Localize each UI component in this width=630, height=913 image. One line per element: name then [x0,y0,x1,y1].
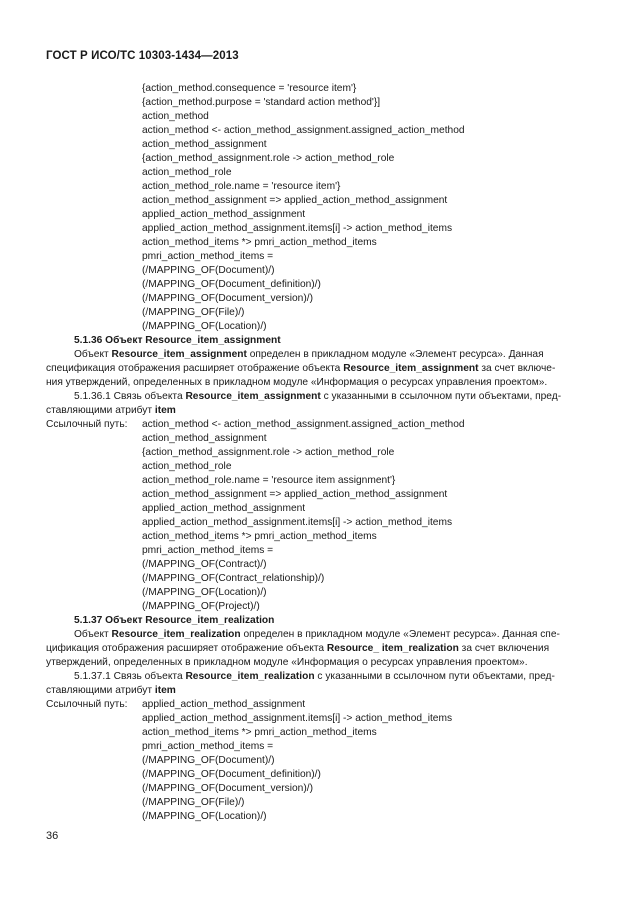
section-heading-5-1-37: 5.1.37 Объект Resource_item_realization [74,615,275,626]
code-line: (/MAPPING_OF(Document_version)/) [142,783,313,794]
reference-path-label: Ссылочный путь: [46,419,128,430]
code-line: {action_method_assignment.role -> action_method_role [142,153,395,164]
code-block-1 [46,82,586,334]
code-line: applied_action_method_assignment [142,699,306,710]
code-line: (/MAPPING_OF(Location)/) [142,811,267,822]
page-content [46,82,586,824]
code-line: action_method_role.name = 'resource item assignment'} [142,475,396,486]
code-line: (/MAPPING_OF(File)/) [142,307,245,318]
section-5-1-36-para-line-3: ния утверждений, определенных в прикладном модуле «Информация о ресурсах управления проектом». [46,377,548,388]
page-number: 36 [46,830,59,842]
code-line: (/MAPPING_OF(Document_definition)/) [142,279,321,290]
section-5-1-37-para-line-3: утверждений, определенных в прикладном модуле «Информация о ресурсах управления проектом». [46,657,528,668]
code-line: pmri_action_method_items = [142,545,274,556]
code-line: action_method_items *> pmri_action_method_items [142,531,377,542]
code-line: action_method_role [142,461,232,472]
code-line: action_method_assignment => applied_action_method_assignment [142,195,448,206]
section-5-1-37-para-line-1: Объект Resource_item_realization определен в прикладном модуле «Элемент ресурса». Данная спе- [74,629,560,640]
code-line: applied_action_method_assignment [142,209,306,220]
section-5-1-36-para-line-2: спецификация отображения расширяет отображение объекта Resource_item_assignment за счет включе- [46,363,556,374]
code-line: action_method_items *> pmri_action_method_items [142,237,377,248]
code-line: applied_action_method_assignment.items[i] -> action_method_items [142,223,453,234]
code-line: action_method_assignment => applied_action_method_assignment [142,489,448,500]
code-line: applied_action_method_assignment.items[i] -> action_method_items [142,517,453,528]
code-line: (/MAPPING_OF(Contract_relationship)/) [142,573,325,584]
subsection-5-1-37-1-line-2: ставляющими атрибут item [46,685,176,696]
code-line: pmri_action_method_items = [142,251,274,262]
section-5-1-37-para-line-2: цификация отображения расширяет отображение объекта Resource_ item_realization за счет включения [46,643,550,654]
code-line: action_method_assignment [142,139,267,150]
code-line: (/MAPPING_OF(Project)/) [142,601,260,612]
code-line: action_method_role.name = 'resource item'} [142,181,341,192]
subsection-5-1-36-1-line-2: ставляющими атрибут item [46,405,176,416]
reference-path-block-5-1-37-1 [46,712,586,824]
subsection-5-1-37-1-line-1: 5.1.37.1 Связь объекта Resource_item_realization с указанными в ссылочном пути объектами, пред- [74,671,555,682]
section-5-1-36-para-line-1: Объект Resource_item_assignment определен в прикладном модуле «Элемент ресурса». Данная [74,349,544,360]
reference-path-label: Ссылочный путь: [46,699,128,710]
code-line: {action_method_assignment.role -> action_method_role [142,447,395,458]
code-line: (/MAPPING_OF(File)/) [142,797,245,808]
section-heading-5-1-36: 5.1.36 Объект Resource_item_assignment [74,335,281,346]
code-line: (/MAPPING_OF(Document_version)/) [142,293,313,304]
code-line: applied_action_method_assignment [142,503,306,514]
code-line: action_method [142,111,209,122]
reference-path-5-1-37-1 [46,698,586,712]
code-line: {action_method.consequence = 'resource item'} [142,83,357,94]
code-line: applied_action_method_assignment.items[i] -> action_method_items [142,713,453,724]
code-line: (/MAPPING_OF(Document)/) [142,265,275,276]
document-header: ГОСТ Р ИСО/ТС 10303-1434—2013 [46,50,239,62]
code-line: pmri_action_method_items = [142,741,274,752]
code-line: action_method_items *> pmri_action_method_items [142,727,377,738]
subsection-5-1-36-1-line-1: 5.1.36.1 Связь объекта Resource_item_assignment с указанными в ссылочном пути объектами, пред- [74,391,562,402]
reference-path-5-1-36-1 [46,418,586,432]
code-line: {action_method.purpose = 'standard action method'}] [142,97,381,108]
code-line: (/MAPPING_OF(Document)/) [142,755,275,766]
code-line: (/MAPPING_OF(Contract)/) [142,559,267,570]
reference-path-block-5-1-36-1 [46,432,586,614]
code-line: action_method <- action_method_assignment.assigned_action_method [142,419,465,430]
code-line: action_method <- action_method_assignment.assigned_action_method [142,125,465,136]
code-line: (/MAPPING_OF(Document_definition)/) [142,769,321,780]
code-line: action_method_role [142,167,232,178]
code-line: action_method_assignment [142,433,267,444]
code-line: (/MAPPING_OF(Location)/) [142,587,267,598]
code-line: (/MAPPING_OF(Location)/) [142,321,267,332]
